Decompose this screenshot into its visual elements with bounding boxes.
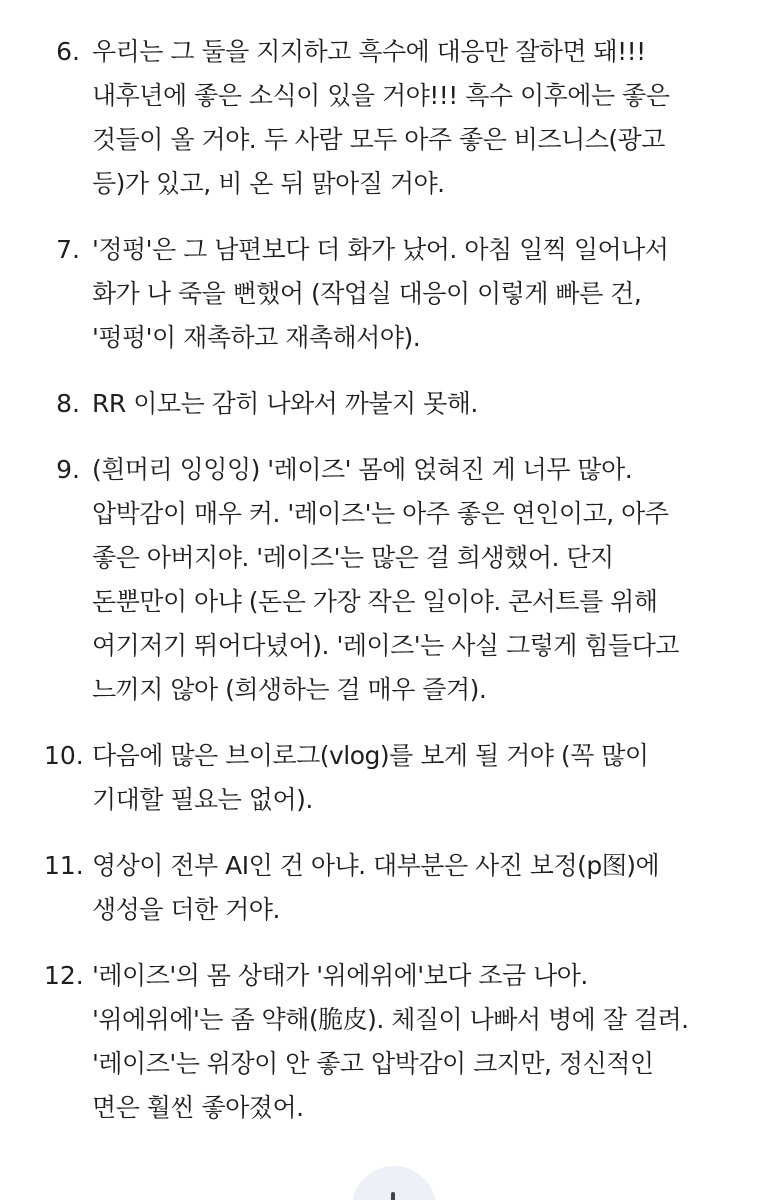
list-item-number: 6. (56, 37, 80, 66)
text-line: 기대할 필요는 없어). (92, 785, 313, 814)
text-line: 돈뿐만이 아냐 (돈은 가장 작은 일이야. 콘서트를 위해 (92, 587, 658, 616)
list-item (0, 734, 784, 822)
list-item-text (92, 228, 748, 360)
text-line: 느끼지 않아 (희생하는 걸 매우 즐겨). (92, 675, 487, 704)
text-line: '위에위에'는 좀 약해(脆皮). 체질이 나빠서 병에 잘 걸려. (92, 1005, 689, 1034)
list-item (0, 448, 784, 712)
list-item-text (92, 734, 748, 822)
list-item (0, 228, 784, 360)
list-item (0, 954, 784, 1130)
list-item (0, 844, 784, 932)
list-item-number: 11. (44, 851, 84, 880)
text-line: 압박감이 매우 커. '레이즈'는 아주 좋은 연인이고, 아주 (92, 499, 669, 528)
text-line: 영상이 전부 AI인 건 아냐. 대부분은 사진 보정(p图)에 (92, 851, 660, 880)
list-item-number: 7. (56, 235, 80, 264)
list-item-number: 8. (56, 389, 80, 418)
list-item-text (92, 30, 748, 206)
text-line: 여기저기 뛰어다녔어). '레이즈'는 사실 그렇게 힘들다고 (92, 631, 679, 660)
text-line: 내후년에 좋은 소식이 있을 거야!!! 흑수 이후에는 좋은 (92, 81, 670, 110)
text-line: '펑펑'이 재촉하고 재촉해서야). (92, 323, 421, 352)
text-line: '레이즈'는 위장이 안 좋고 압박감이 크지만, 정신적인 (92, 1049, 654, 1078)
text-line: 화가 나 죽을 뻔했어 (작업실 대응이 이렇게 빠른 건, (92, 279, 642, 308)
list-item-text (92, 844, 748, 932)
list-item-text (92, 382, 748, 426)
text-line: 면은 훨씬 좋아졌어. (92, 1093, 304, 1122)
text-line: (흰머리 잉잉잉) '레이즈' 몸에 얹혀진 게 너무 많아. (92, 455, 633, 484)
list-item-number: 9. (56, 455, 80, 484)
list-item-text (92, 954, 748, 1130)
text-line: RR 이모는 감히 나와서 까불지 못해. (92, 389, 478, 418)
text-line: 좋은 아버지야. '레이즈'는 많은 걸 희생했어. 단지 (92, 543, 614, 572)
list-item-text (92, 448, 748, 712)
text-line: 것들이 올 거야. 두 사람 모두 아주 좋은 비즈니스(광고 (92, 125, 665, 154)
list-item-number: 12. (44, 961, 84, 990)
text-line: 다음에 많은 브이로그(vlog)를 보게 될 거야 (꼭 많이 (92, 741, 649, 770)
list-item-number: 10. (44, 741, 84, 770)
text-line: 등)가 있고, 비 온 뒤 맑아질 거야. (92, 169, 445, 198)
list-item (0, 382, 784, 426)
numbered-list (0, 30, 784, 1152)
text-line: '레이즈'의 몸 상태가 '위에위에'보다 조금 나아. (92, 961, 588, 990)
text-line: 우리는 그 둘을 지지하고 흑수에 대응만 잘하면 돼!!! (92, 37, 646, 66)
scroll-down-button[interactable] (352, 1166, 436, 1200)
text-line: '정펑'은 그 남편보다 더 화가 났어. 아침 일찍 일어나서 (92, 235, 669, 264)
list-item (0, 30, 784, 206)
text-line: 생성을 더한 거야. (92, 895, 280, 924)
arrow-down-icon (391, 1192, 395, 1200)
